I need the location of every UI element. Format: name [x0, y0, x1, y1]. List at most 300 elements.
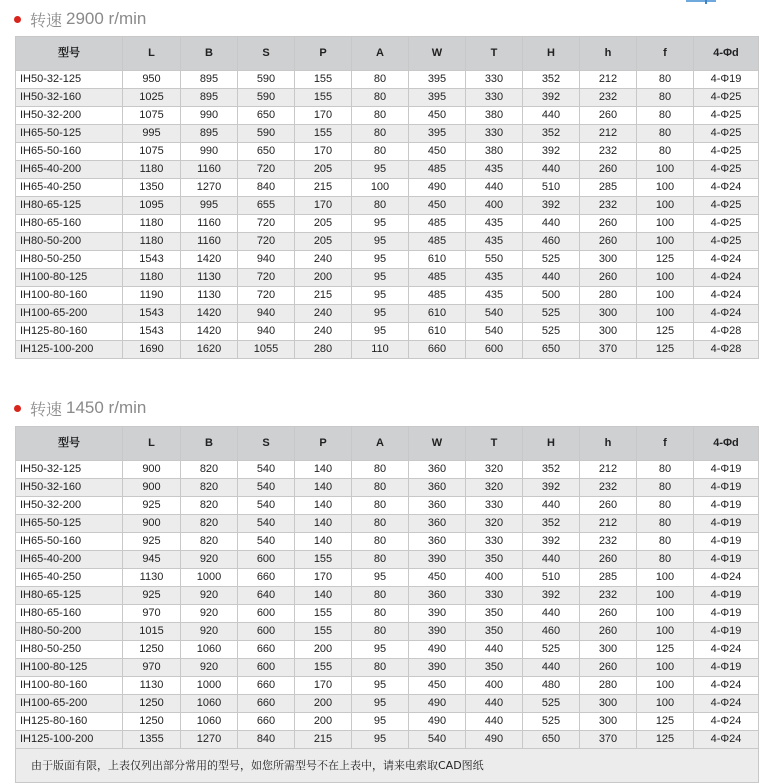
- model-cell: IH65-50-125: [16, 125, 123, 143]
- value-cell: 540: [238, 497, 295, 515]
- value-cell: 990: [181, 107, 238, 125]
- value-cell: 4-Φ19: [694, 461, 759, 479]
- value-cell: 525: [523, 251, 580, 269]
- value-cell: 260: [580, 623, 637, 641]
- value-cell: 100: [637, 587, 694, 605]
- value-cell: 540: [409, 731, 466, 749]
- value-cell: 4-Φ28: [694, 323, 759, 341]
- value-cell: 100: [352, 179, 409, 197]
- value-cell: 840: [238, 731, 295, 749]
- value-cell: 610: [409, 305, 466, 323]
- table-row: [16, 161, 759, 179]
- value-cell: 540: [238, 533, 295, 551]
- value-cell: 300: [580, 251, 637, 269]
- value-cell: 100: [637, 659, 694, 677]
- value-cell: 200: [295, 269, 352, 287]
- value-cell: 285: [580, 569, 637, 587]
- table-row: [16, 251, 759, 269]
- value-cell: 435: [466, 161, 523, 179]
- value-cell: 285: [580, 179, 637, 197]
- value-cell: 4-Φ24: [694, 731, 759, 749]
- model-cell: IH80-50-250: [16, 251, 123, 269]
- value-cell: 360: [409, 479, 466, 497]
- value-cell: 435: [466, 269, 523, 287]
- value-cell: 440: [523, 605, 580, 623]
- value-cell: 440: [466, 179, 523, 197]
- value-cell: 1130: [123, 677, 181, 695]
- table-row: [16, 89, 759, 107]
- value-cell: 525: [523, 713, 580, 731]
- table-row: [16, 341, 759, 359]
- value-cell: 352: [523, 71, 580, 89]
- column-header: f: [637, 37, 694, 71]
- value-cell: 435: [466, 233, 523, 251]
- value-cell: 80: [352, 89, 409, 107]
- value-cell: 155: [295, 659, 352, 677]
- value-cell: 820: [181, 533, 238, 551]
- column-header: H: [523, 427, 580, 461]
- value-cell: 4-Φ19: [694, 551, 759, 569]
- value-cell: 720: [238, 287, 295, 305]
- value-cell: 380: [466, 143, 523, 161]
- value-cell: 1060: [181, 641, 238, 659]
- table-row: [16, 713, 759, 731]
- value-cell: 925: [123, 533, 181, 551]
- value-cell: 280: [295, 341, 352, 359]
- value-cell: 232: [580, 587, 637, 605]
- value-cell: 4-Φ19: [694, 533, 759, 551]
- column-header: A: [352, 427, 409, 461]
- value-cell: 920: [181, 659, 238, 677]
- value-cell: 392: [523, 197, 580, 215]
- value-cell: 920: [181, 587, 238, 605]
- model-cell: IH80-65-160: [16, 215, 123, 233]
- column-header: T: [466, 37, 523, 71]
- value-cell: 4-Φ25: [694, 107, 759, 125]
- value-cell: 1543: [123, 251, 181, 269]
- value-cell: 360: [409, 533, 466, 551]
- value-cell: 80: [637, 533, 694, 551]
- value-cell: 4-Φ25: [694, 161, 759, 179]
- value-cell: 450: [409, 143, 466, 161]
- value-cell: 720: [238, 161, 295, 179]
- value-cell: 4-Φ19: [694, 479, 759, 497]
- value-cell: 350: [466, 623, 523, 641]
- value-cell: 4-Φ19: [694, 587, 759, 605]
- value-cell: 240: [295, 323, 352, 341]
- value-cell: 155: [295, 89, 352, 107]
- value-cell: 655: [238, 197, 295, 215]
- value-cell: 490: [409, 695, 466, 713]
- value-cell: 480: [523, 677, 580, 695]
- value-cell: 100: [637, 623, 694, 641]
- value-cell: 1015: [123, 623, 181, 641]
- column-header: B: [181, 427, 238, 461]
- value-cell: 600: [466, 341, 523, 359]
- value-cell: 100: [637, 215, 694, 233]
- value-cell: 330: [466, 71, 523, 89]
- value-cell: 125: [637, 323, 694, 341]
- value-cell: 1075: [123, 143, 181, 161]
- model-cell: IH80-65-125: [16, 587, 123, 605]
- value-cell: 485: [409, 269, 466, 287]
- value-cell: 80: [352, 605, 409, 623]
- value-cell: 100: [637, 161, 694, 179]
- column-header: T: [466, 427, 523, 461]
- value-cell: 140: [295, 515, 352, 533]
- value-cell: 95: [352, 215, 409, 233]
- value-cell: 80: [637, 143, 694, 161]
- value-cell: 80: [352, 143, 409, 161]
- value-cell: 320: [466, 515, 523, 533]
- value-cell: 720: [238, 215, 295, 233]
- model-cell: IH100-80-160: [16, 287, 123, 305]
- value-cell: 1420: [181, 251, 238, 269]
- value-cell: 330: [466, 125, 523, 143]
- value-cell: 260: [580, 233, 637, 251]
- value-cell: 660: [238, 569, 295, 587]
- value-cell: 1690: [123, 341, 181, 359]
- value-cell: 1075: [123, 107, 181, 125]
- value-cell: 80: [352, 479, 409, 497]
- table-row: [16, 461, 759, 479]
- value-cell: 110: [352, 341, 409, 359]
- value-cell: 395: [409, 71, 466, 89]
- value-cell: 95: [352, 305, 409, 323]
- value-cell: 450: [409, 107, 466, 125]
- value-cell: 280: [580, 677, 637, 695]
- value-cell: 100: [637, 269, 694, 287]
- value-cell: 1350: [123, 179, 181, 197]
- value-cell: 4-Φ25: [694, 215, 759, 233]
- value-cell: 80: [637, 89, 694, 107]
- value-cell: 1180: [123, 215, 181, 233]
- value-cell: 100: [637, 287, 694, 305]
- model-cell: IH80-50-200: [16, 233, 123, 251]
- section-title-1450: [14, 398, 146, 418]
- value-cell: 820: [181, 497, 238, 515]
- value-cell: 460: [523, 233, 580, 251]
- model-cell: IH80-65-125: [16, 197, 123, 215]
- value-cell: 200: [295, 641, 352, 659]
- value-cell: 1190: [123, 287, 181, 305]
- value-cell: 450: [409, 677, 466, 695]
- model-cell: IH80-65-160: [16, 605, 123, 623]
- table-row: [16, 497, 759, 515]
- value-cell: 140: [295, 461, 352, 479]
- table-row: [16, 533, 759, 551]
- value-cell: 125: [637, 731, 694, 749]
- value-cell: 155: [295, 71, 352, 89]
- value-cell: 80: [637, 71, 694, 89]
- model-cell: IH65-50-160: [16, 143, 123, 161]
- value-cell: 4-Φ25: [694, 197, 759, 215]
- model-cell: IH65-50-160: [16, 533, 123, 551]
- value-cell: 990: [181, 143, 238, 161]
- value-cell: 1250: [123, 695, 181, 713]
- value-cell: 80: [637, 461, 694, 479]
- value-cell: 232: [580, 197, 637, 215]
- column-header: W: [409, 37, 466, 71]
- value-cell: 440: [523, 551, 580, 569]
- value-cell: 1130: [181, 269, 238, 287]
- value-cell: 215: [295, 287, 352, 305]
- value-cell: 95: [352, 233, 409, 251]
- value-cell: 650: [523, 731, 580, 749]
- value-cell: 540: [238, 479, 295, 497]
- value-cell: 4-Φ25: [694, 125, 759, 143]
- table-row: [16, 197, 759, 215]
- table-row: [16, 479, 759, 497]
- table-row: [16, 125, 759, 143]
- value-cell: 540: [466, 323, 523, 341]
- value-cell: 80: [352, 107, 409, 125]
- value-cell: 4-Φ24: [694, 641, 759, 659]
- model-cell: IH125-100-200: [16, 341, 123, 359]
- value-cell: 1025: [123, 89, 181, 107]
- table-row: [16, 323, 759, 341]
- value-cell: 440: [523, 659, 580, 677]
- model-cell: IH65-50-125: [16, 515, 123, 533]
- value-cell: 140: [295, 479, 352, 497]
- value-cell: 200: [295, 695, 352, 713]
- value-cell: 95: [352, 323, 409, 341]
- value-cell: 4-Φ19: [694, 623, 759, 641]
- value-cell: 1250: [123, 713, 181, 731]
- column-header: 4-Φd: [694, 427, 759, 461]
- value-cell: 1060: [181, 713, 238, 731]
- model-cell: IH100-80-160: [16, 677, 123, 695]
- value-cell: 125: [637, 251, 694, 269]
- value-cell: 390: [409, 659, 466, 677]
- column-header: H: [523, 37, 580, 71]
- value-cell: 950: [123, 71, 181, 89]
- value-cell: 650: [238, 107, 295, 125]
- table-row: [16, 569, 759, 587]
- column-header: S: [238, 427, 295, 461]
- value-cell: 510: [523, 179, 580, 197]
- value-cell: 80: [352, 623, 409, 641]
- value-cell: 660: [238, 695, 295, 713]
- value-cell: 540: [466, 305, 523, 323]
- value-cell: 80: [352, 659, 409, 677]
- value-cell: 95: [352, 731, 409, 749]
- value-cell: 205: [295, 215, 352, 233]
- value-cell: 650: [238, 143, 295, 161]
- value-cell: 1420: [181, 305, 238, 323]
- value-cell: 525: [523, 305, 580, 323]
- value-cell: 900: [123, 515, 181, 533]
- value-cell: 232: [580, 143, 637, 161]
- table-row: [16, 515, 759, 533]
- speed-value: 2900 r/min: [66, 9, 147, 28]
- value-cell: 392: [523, 143, 580, 161]
- table-header-row: [16, 37, 759, 71]
- value-cell: 1000: [181, 569, 238, 587]
- value-cell: 1270: [181, 731, 238, 749]
- table-row: [16, 305, 759, 323]
- value-cell: 205: [295, 161, 352, 179]
- value-cell: 155: [295, 125, 352, 143]
- value-cell: 1130: [123, 569, 181, 587]
- value-cell: 95: [352, 713, 409, 731]
- value-cell: 600: [238, 659, 295, 677]
- column-header: L: [123, 37, 181, 71]
- value-cell: 450: [409, 197, 466, 215]
- value-cell: 970: [123, 659, 181, 677]
- value-cell: 1060: [181, 695, 238, 713]
- model-cell: IH100-80-125: [16, 659, 123, 677]
- value-cell: 4-Φ24: [694, 569, 759, 587]
- value-cell: 4-Φ24: [694, 677, 759, 695]
- column-header: P: [295, 427, 352, 461]
- value-cell: 440: [466, 695, 523, 713]
- model-cell: IH80-50-200: [16, 623, 123, 641]
- value-cell: 490: [409, 641, 466, 659]
- value-cell: 895: [181, 125, 238, 143]
- value-cell: 525: [523, 695, 580, 713]
- value-cell: 260: [580, 161, 637, 179]
- value-cell: 330: [466, 497, 523, 515]
- table-row: [16, 269, 759, 287]
- value-cell: 4-Φ24: [694, 305, 759, 323]
- value-cell: 4-Φ24: [694, 695, 759, 713]
- value-cell: 435: [466, 287, 523, 305]
- value-cell: 4-Φ19: [694, 605, 759, 623]
- model-cell: IH50-32-200: [16, 497, 123, 515]
- value-cell: 660: [409, 341, 466, 359]
- value-cell: 400: [466, 197, 523, 215]
- value-cell: 352: [523, 461, 580, 479]
- value-cell: 232: [580, 89, 637, 107]
- value-cell: 215: [295, 731, 352, 749]
- value-cell: 260: [580, 215, 637, 233]
- value-cell: 80: [352, 461, 409, 479]
- table-row: [16, 587, 759, 605]
- value-cell: 660: [238, 641, 295, 659]
- value-cell: 370: [580, 731, 637, 749]
- bullet-icon: [14, 16, 21, 23]
- column-header: h: [580, 427, 637, 461]
- table-row: [16, 551, 759, 569]
- value-cell: 170: [295, 107, 352, 125]
- value-cell: 4-Φ19: [694, 659, 759, 677]
- value-cell: 330: [466, 587, 523, 605]
- value-cell: 95: [352, 677, 409, 695]
- value-cell: 392: [523, 587, 580, 605]
- value-cell: 95: [352, 269, 409, 287]
- value-cell: 525: [523, 641, 580, 659]
- model-cell: IH50-32-160: [16, 479, 123, 497]
- value-cell: 440: [523, 107, 580, 125]
- value-cell: 440: [523, 161, 580, 179]
- value-cell: 300: [580, 695, 637, 713]
- value-cell: 4-Φ24: [694, 713, 759, 731]
- value-cell: 320: [466, 479, 523, 497]
- value-cell: 440: [466, 641, 523, 659]
- value-cell: 4-Φ24: [694, 179, 759, 197]
- value-cell: 95: [352, 695, 409, 713]
- table-row: [16, 605, 759, 623]
- value-cell: 80: [637, 551, 694, 569]
- value-cell: 720: [238, 269, 295, 287]
- value-cell: 895: [181, 89, 238, 107]
- value-cell: 140: [295, 533, 352, 551]
- value-cell: 80: [352, 533, 409, 551]
- section-title-2900: [14, 9, 146, 29]
- value-cell: 450: [409, 569, 466, 587]
- value-cell: 940: [238, 323, 295, 341]
- value-cell: 240: [295, 305, 352, 323]
- table-row: [16, 107, 759, 125]
- value-cell: 80: [637, 479, 694, 497]
- table-row: [16, 641, 759, 659]
- value-cell: 925: [123, 587, 181, 605]
- value-cell: 590: [238, 125, 295, 143]
- value-cell: 995: [181, 197, 238, 215]
- value-cell: 1355: [123, 731, 181, 749]
- model-cell: IH65-40-200: [16, 161, 123, 179]
- value-cell: 390: [409, 623, 466, 641]
- value-cell: 1250: [123, 641, 181, 659]
- value-cell: 350: [466, 551, 523, 569]
- table-note-row: [16, 749, 759, 783]
- value-cell: 330: [466, 533, 523, 551]
- value-cell: 1620: [181, 341, 238, 359]
- model-cell: IH65-40-200: [16, 551, 123, 569]
- column-header: 型号: [16, 427, 123, 461]
- value-cell: 1160: [181, 215, 238, 233]
- model-cell: IH50-32-200: [16, 107, 123, 125]
- table-row: [16, 71, 759, 89]
- value-cell: 435: [466, 215, 523, 233]
- value-cell: 1180: [123, 161, 181, 179]
- value-cell: 125: [637, 641, 694, 659]
- table-note: 由于版面有限，上表仅列出部分常用的型号，如您所需型号不在上表中，请来电索取CAD图纸: [16, 749, 759, 783]
- column-header: A: [352, 37, 409, 71]
- value-cell: 490: [409, 179, 466, 197]
- value-cell: 360: [409, 497, 466, 515]
- value-cell: 4-Φ25: [694, 89, 759, 107]
- value-cell: 260: [580, 497, 637, 515]
- column-header: P: [295, 37, 352, 71]
- value-cell: 1543: [123, 323, 181, 341]
- model-cell: IH100-65-200: [16, 695, 123, 713]
- value-cell: 440: [523, 215, 580, 233]
- speed-value: 1450 r/min: [66, 398, 147, 417]
- value-cell: 720: [238, 233, 295, 251]
- table-row: [16, 143, 759, 161]
- table-row: [16, 677, 759, 695]
- value-cell: 395: [409, 89, 466, 107]
- value-cell: 820: [181, 479, 238, 497]
- value-cell: 392: [523, 89, 580, 107]
- value-cell: 4-Φ24: [694, 287, 759, 305]
- value-cell: 215: [295, 179, 352, 197]
- value-cell: 400: [466, 569, 523, 587]
- table-row: [16, 695, 759, 713]
- value-cell: 970: [123, 605, 181, 623]
- model-cell: IH125-80-160: [16, 713, 123, 731]
- value-cell: 485: [409, 287, 466, 305]
- value-cell: 610: [409, 251, 466, 269]
- value-cell: 370: [580, 341, 637, 359]
- value-cell: 820: [181, 461, 238, 479]
- value-cell: 895: [181, 71, 238, 89]
- value-cell: 1130: [181, 287, 238, 305]
- value-cell: 610: [409, 323, 466, 341]
- value-cell: 155: [295, 623, 352, 641]
